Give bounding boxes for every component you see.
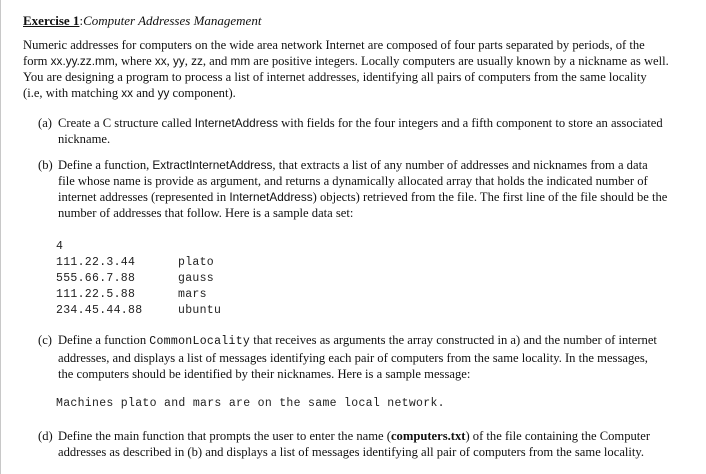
sample-message: Machines plato and mars are on the same local network. bbox=[56, 397, 445, 410]
file-name: computers.txt bbox=[390, 429, 466, 443]
intro-line-2: form xx.yy.zz.mm, where xx, yy, zz, and mm are positive integers. Locally computers are usually known by a nickname as well. bbox=[23, 54, 669, 68]
exercise-number: Exercise 1 bbox=[23, 13, 80, 28]
exercise-title-separator: : bbox=[79, 13, 84, 28]
struct-name: InternetAddress bbox=[194, 116, 278, 130]
part-d-label: (d) bbox=[38, 429, 53, 443]
exercise-title bbox=[23, 13, 261, 29]
part-b-label: (b) bbox=[38, 158, 53, 172]
sample-data-block bbox=[56, 239, 221, 319]
sample-row: 555.66.7.88 gauss bbox=[56, 272, 215, 285]
sample-count: 4 bbox=[56, 240, 64, 253]
intro-line-4: (i.e, with matching xx and yy component). bbox=[23, 86, 236, 100]
part-d-text: Define the main function that prompts the user to enter the name (computers.txt) of the file containing the Computer addresses as described in (b) and displays a list of messages identifying all pair of computers from the same locality. bbox=[58, 429, 651, 459]
part-a-label: (a) bbox=[38, 116, 52, 130]
part-b-text: Define a function, ExtractInternetAddress, that extracts a list of any number of addresses and nicknames from a data file whose name is provide as argument, and returns a dynamically allocated array that holds the indicated number of internet addresses (represented in InternetAddress) objects) retrieved from the file. The first line of the file should be the number of addresses that follow. Here is a sample data set: bbox=[58, 158, 668, 220]
intro-paragraph bbox=[23, 37, 693, 101]
part-a-text: Create a C structure called InternetAddress with fields for the four integers and a fifth component to store an associated nickname. bbox=[58, 116, 663, 146]
intro-line-1: Numeric addresses for computers on the wide area network Internet are composed of four parts separated by periods, of the bbox=[23, 38, 645, 52]
part-c-text: Define a function CommonLocality that receives as arguments the array constructed in a) and the number of internet addresses, and displays a list of messages identifying each pair of computers from the same locality. In the messages, the computers should be identified by their nicknames. Here is a sample message: bbox=[58, 333, 657, 381]
address-format: xx.yy.zz.mm bbox=[50, 54, 115, 68]
function-name-extract: ExtractInternetAddress bbox=[152, 158, 273, 172]
part-c-label: (c) bbox=[38, 333, 52, 347]
sample-row: 234.45.44.88 ubuntu bbox=[56, 304, 222, 317]
function-name-common: CommonLocality bbox=[149, 335, 251, 348]
exercise-name: Computer Addresses Management bbox=[83, 13, 262, 28]
sample-row: 111.22.5.88 mars bbox=[56, 288, 207, 301]
sample-row: 111.22.3.44 plato bbox=[56, 256, 215, 269]
intro-line-3: You are designing a program to process a list of internet addresses, identifying all pairs of computers from the same locality bbox=[23, 70, 647, 84]
